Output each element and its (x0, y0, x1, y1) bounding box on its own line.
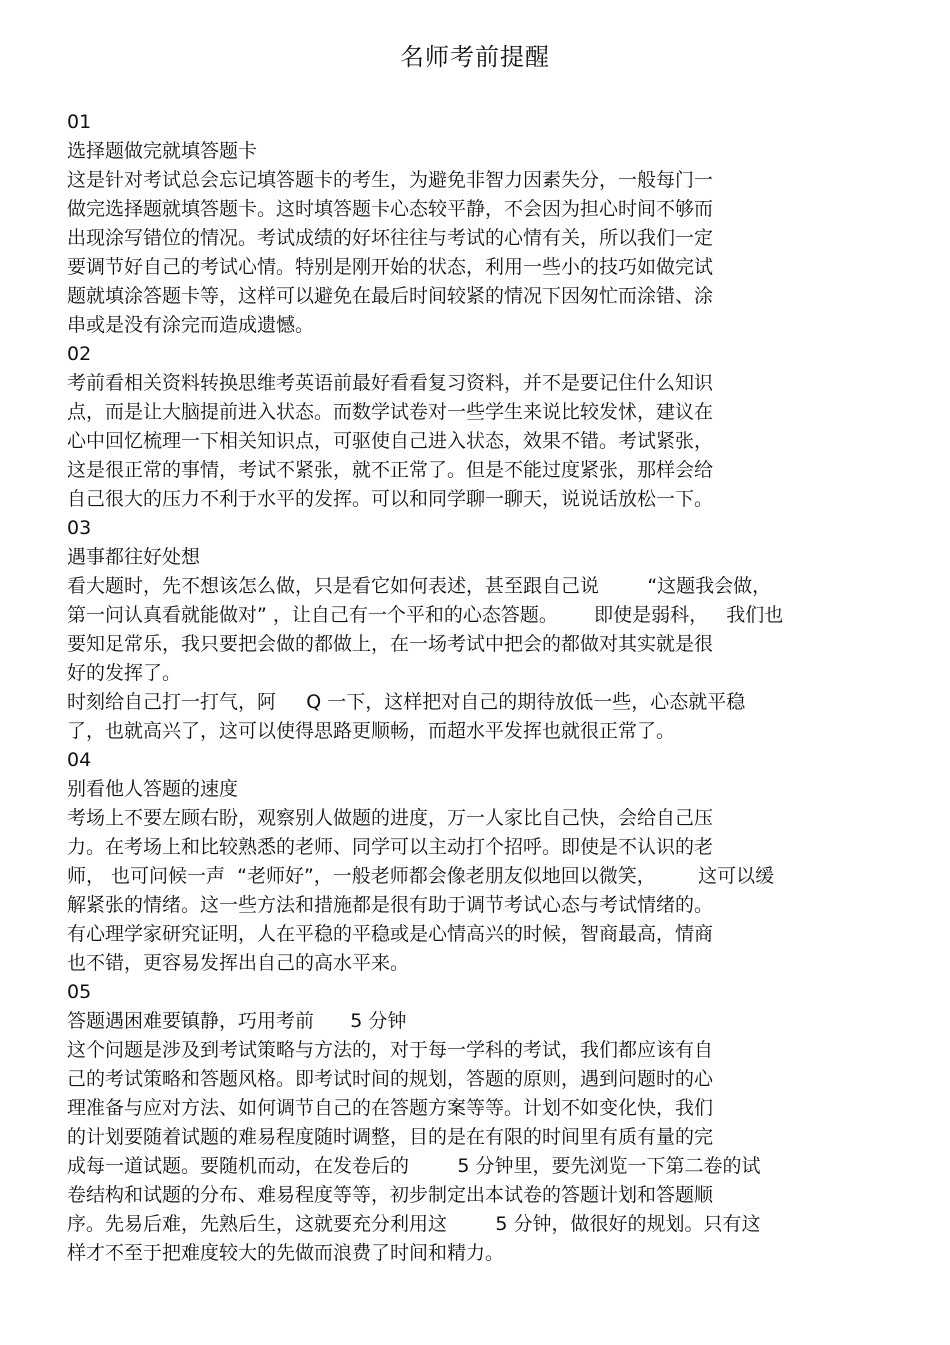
section-05 (67, 978, 907, 1268)
paragraph-line: 己的考试策略和答题风格。即考试时间的规划，答题的原则，遇到问题时的心 (67, 1068, 714, 1090)
paragraph-line: 了，也就高兴了，这可以使得思路更顺畅，而超水平发挥也就很正常了。 (67, 720, 676, 742)
paragraph-line: 样才不至于把难度较大的先做而浪费了时间和精力。 (67, 1242, 505, 1264)
section-heading: 遇事都往好处想 (67, 546, 201, 568)
paragraph-line: 心中回忆梳理一下相关知识点，可驱使自己进入状态，效果不错。考试紧张， (67, 430, 714, 452)
section-number: 02 (67, 343, 92, 365)
paragraph-line: 要知足常乐，我只要把会做的都做上，在一场考试中把会的都做对其实就是很 (67, 633, 714, 655)
paragraph-line: 考前看相关资料转换思维考英语前最好看看复习资料，并不是要记住什么知识 (67, 372, 714, 394)
section-number: 04 (67, 749, 92, 771)
paragraph-line: 这个问题是涉及到考试策略与方法的，对于每一学科的考试，我们都应该有自 (67, 1039, 714, 1061)
paragraph-line: 串或是没有涂完而造成遗憾。 (67, 314, 315, 336)
section-01 (67, 108, 907, 340)
paragraph-line: 第一问认真看就能做对” ，让自己有一个平和的心态答题。 即使是弱科， 我们也 (67, 604, 784, 626)
paragraph-line: 这是很正常的事情，考试不紧张，就不正常了。但是不能过度紧张，那样会给 (67, 459, 714, 481)
paragraph-line: 时刻给自己打一打气，阿 Q 一下，这样把对自己的期待放低一些，心态就平稳 (67, 691, 746, 713)
page-title: 名师考前提醒 (400, 43, 550, 71)
paragraph-line: 考场上不要左顾右盼，观察别人做题的进度，万一人家比自己快，会给自己压 (67, 807, 714, 829)
paragraph-line: 题就填涂答题卡等，这样可以避免在最后时间较紧的情况下因匆忙而涂错、涂 (67, 285, 714, 307)
document-body (67, 108, 907, 1268)
paragraph-line: 有心理学家研究证明，人在平稳的平稳或是心情高兴的时候，智商最高，情商 (67, 923, 714, 945)
paragraph-line: 自己很大的压力不利于水平的发挥。可以和同学聊一聊天，说说话放松一下。 (67, 488, 714, 510)
section-number: 03 (67, 517, 92, 539)
paragraph-line: 做完选择题就填答题卡。这时填答题卡心态较平静，不会因为担心时间不够而 (67, 198, 714, 220)
paragraph-line: 卷结构和试题的分布、难易程度等等，初步制定出本试卷的答题计划和答题顺 (67, 1184, 714, 1206)
paragraph-line: 师， 也可问候一声 “老师好”，一般老师都会像老朋友似地回以微笑， 这可以缓 (67, 865, 775, 887)
section-heading: 别看他人答题的速度 (67, 778, 239, 800)
section-04 (67, 746, 907, 978)
paragraph-line: 力。在考场上和比较熟悉的老师、同学可以主动打个招呼。即使是不认识的老 (67, 836, 714, 858)
paragraph-line: 也不错，更容易发挥出自己的高水平来。 (67, 952, 410, 974)
paragraph-line: 解紧张的情绪。这一些方法和措施都是很有助于调节考试心态与考试情绪的。 (67, 894, 714, 916)
paragraph-line: 这是针对考试总会忘记填答题卡的考生，为避免非智力因素失分，一般每门一 (67, 169, 714, 191)
paragraph-line: 好的发挥了。 (67, 662, 182, 684)
paragraph-line: 看大题时，先不想该怎么做，只是看它如何表述，甚至跟自己说 “这题我会做， (67, 575, 772, 597)
section-02 (67, 340, 907, 514)
paragraph-line: 序。先易后难，先熟后生，这就要充分利用这 5 分钟，做很好的规划。只有这 (67, 1213, 761, 1235)
section-heading: 答题遇困难要镇静，巧用考前 5 分钟 (67, 1010, 407, 1032)
section-03 (67, 514, 907, 746)
section-number: 01 (67, 111, 92, 133)
paragraph-line: 要调节好自己的考试心情。特别是刚开始的状态，利用一些小的技巧如做完试 (67, 256, 714, 278)
section-number: 05 (67, 981, 92, 1003)
paragraph-line: 的计划要随着试题的难易程度随时调整，目的是在有限的时间里有质有量的完 (67, 1126, 714, 1148)
paragraph-line: 出现涂写错位的情况。考试成绩的好坏往往与考试的心情有关，所以我们一定 (67, 227, 714, 249)
paragraph-line: 理准备与应对方法、如何调节自己的在答题方案等等。计划不如变化快，我们 (67, 1097, 714, 1119)
paragraph-line: 成每一道试题。要随机而动，在发卷后的 5 分钟里，要先浏览一下第二卷的试 (67, 1155, 761, 1177)
section-heading: 选择题做完就填答题卡 (67, 140, 258, 162)
paragraph-line: 点，而是让大脑提前进入状态。而数学试卷对一些学生来说比较发怵，建议在 (67, 401, 714, 423)
